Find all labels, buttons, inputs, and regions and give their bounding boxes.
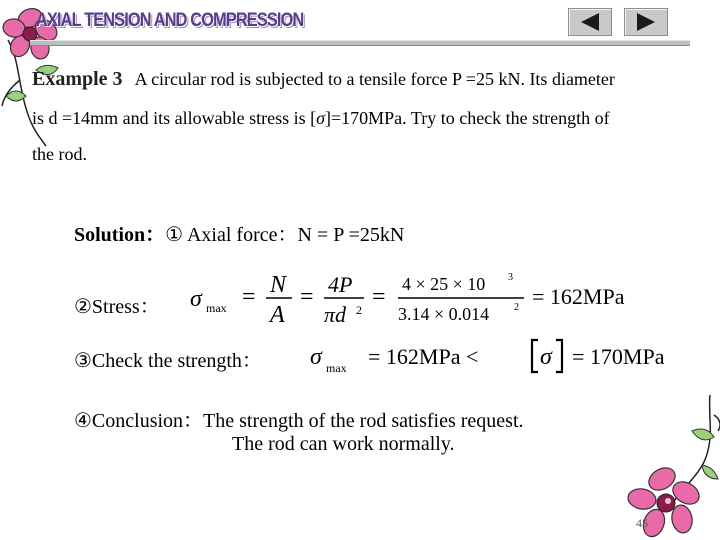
triangle-left-icon xyxy=(569,9,611,35)
header-title: AXIAL TENSION AND COMPRESSION xyxy=(36,10,304,31)
page-number: 45 xyxy=(636,516,648,530)
formula-exp-2: 2 xyxy=(356,303,362,317)
problem-text-2b: ]=170MPa. Try to check the strength of xyxy=(325,108,610,128)
axial-force-text: ① Axial force：N = P =25kN xyxy=(165,224,405,246)
check-sigma-sub: max xyxy=(326,361,347,375)
formula-result: = 162MPa xyxy=(532,284,625,309)
problem-line-1 xyxy=(32,68,615,91)
next-slide-button[interactable] xyxy=(624,8,668,36)
check-sigma: σ xyxy=(310,344,322,370)
formula-sigma-sub: max xyxy=(206,301,227,315)
formula-eq-2: = xyxy=(300,284,314,310)
solution-step-3: ③Check the strength： xyxy=(74,350,262,372)
flower-decoration-bottom-right-icon xyxy=(610,395,720,540)
formula-eq-1: = xyxy=(242,284,256,310)
solution-label: Solution： xyxy=(74,224,166,246)
problem-text-1: A circular rod is subjected to a tensile force P =25 kN. Its diameter xyxy=(134,69,615,89)
check-bracket-sigma: σ xyxy=(540,344,552,370)
example-label: Example 3 xyxy=(32,68,123,90)
previous-slide-button[interactable] xyxy=(568,8,612,36)
solution-step-1 xyxy=(74,218,404,247)
triangle-right-icon xyxy=(625,9,667,35)
check-lhs: = 162MPa < xyxy=(368,344,479,369)
problem-line-2 xyxy=(32,108,610,129)
formula-exp-3b: 2 xyxy=(514,302,519,313)
stress-formula xyxy=(188,266,658,332)
problem-text-2a: is d =14mm and its allowable stress is [ xyxy=(32,108,317,128)
formula-numerator: 4 × 25 × 10 xyxy=(402,274,486,294)
sigma-symbol: σ xyxy=(316,108,326,128)
formula-eq-3: = xyxy=(372,284,386,310)
solution-step-4-line-2: The rod can work normally. xyxy=(232,433,455,455)
header-divider xyxy=(30,40,690,46)
formula-N: N xyxy=(270,272,287,298)
solution-step-4: ④Conclusion：The strength of the rod satisfies request. xyxy=(74,410,524,432)
formula-denominator: 3.14 × 0.014 xyxy=(398,304,490,324)
solution-step-2: ②Stress： xyxy=(74,296,160,318)
formula-sigma: σ xyxy=(190,286,202,312)
problem-line-3: the rod. xyxy=(32,144,87,164)
formula-exp-3: 3 xyxy=(508,272,513,283)
check-rhs: = 170MPa xyxy=(572,344,665,369)
formula-pi-d: πd xyxy=(324,302,347,327)
formula-A: A xyxy=(270,302,285,328)
check-formula xyxy=(308,336,698,378)
formula-4P: 4P xyxy=(328,272,353,297)
